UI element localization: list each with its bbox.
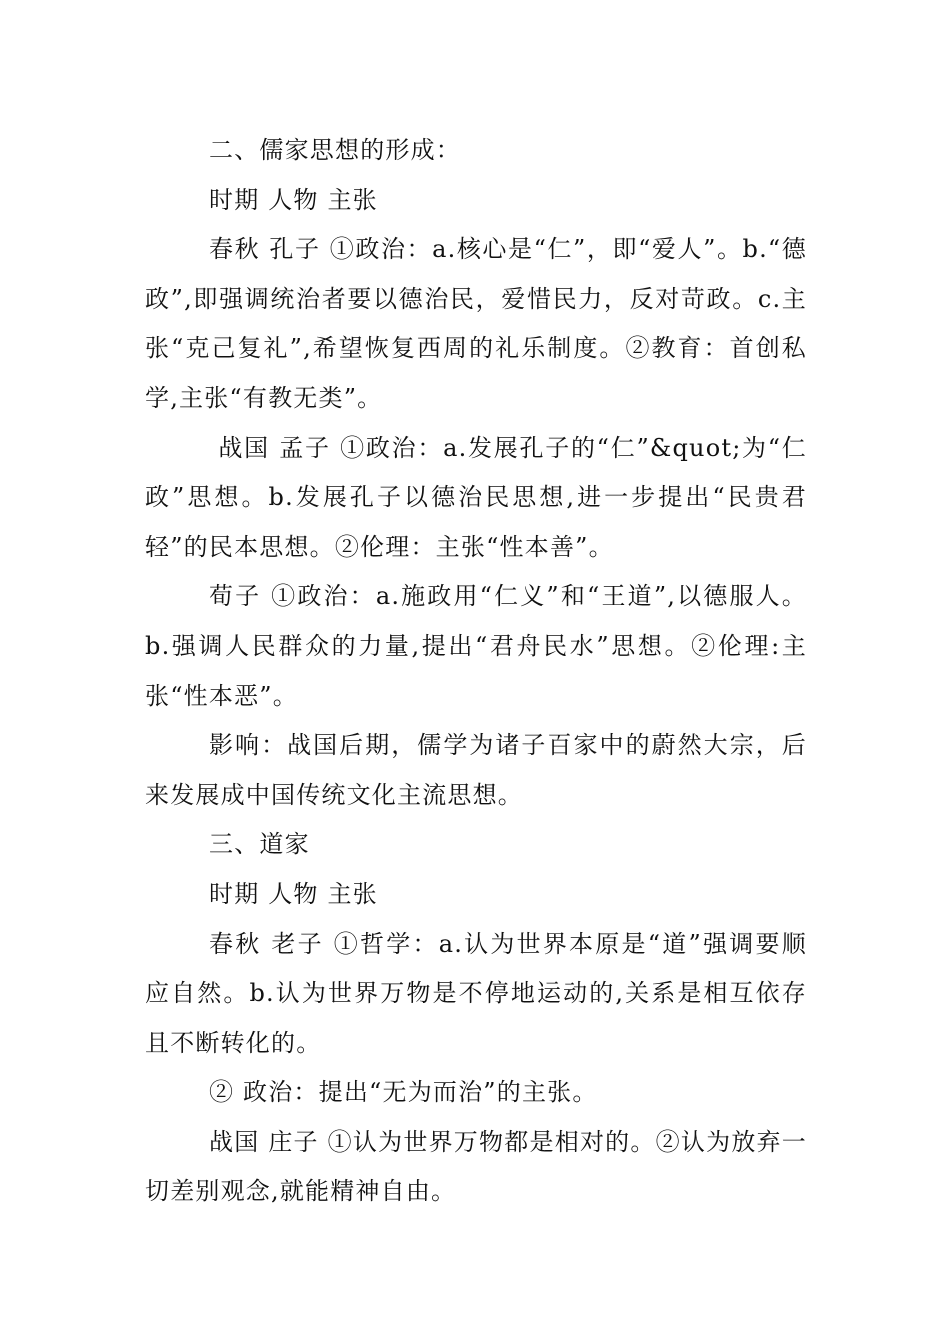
paragraph-xunzi: 荀子 ①政治：a.施政用“仁义”和“王道”,以德服人。b.强调人民群众的力量,提出“君舟民水”思想。②伦理:主张“性本恶”。 (145, 582, 807, 710)
column-headers: 时期 人物 主张 (209, 185, 378, 214)
paragraph-zhuangzi: 战国 庄子 ①认为世界万物都是相对的。②认为放弃一切差别观念,就能精神自由。 (145, 1127, 807, 1206)
document-body (145, 126, 807, 1217)
section-heading-taoism: 三、道家 (209, 830, 310, 859)
paragraph-confucius: 春秋 孔子 ①政治：a.核心是“仁”，即“爱人”。b.“德政”,即强调统治者要以德治民，爱惜民力，反对苛政。c.主张“克己复礼”,希望恢复西周的礼乐制度。②教育：首创私学,主张“有教无类”。 (145, 235, 807, 412)
section-heading-confucianism: 二、儒家思想的形成： (209, 136, 461, 164)
paragraph-laozi-politics: ② 政治：提出“无为而治”的主张。 (209, 1078, 598, 1107)
column-headers: 时期 人物 主张 (209, 879, 378, 908)
paragraph-laozi: 春秋 老子 ①哲学：a.认为世界本原是“道”强调要顺应自然。b.认为世界万物是不停地运动的,关系是相互依存且不断转化的。 (145, 929, 807, 1057)
paragraph-influence: 影响：战国后期，儒学为诸子百家中的蔚然大宗，后来发展成中国传统文化主流思想。 (145, 731, 807, 809)
paragraph-mencius: 战国 孟子 ①政治：a.发展孔子的“仁”&quot;为“仁政”思想。b.发展孔子以德治民思想,进一步提出“民贵君轻”的民本思想。②伦理：主张“性本善”。 (145, 433, 807, 561)
